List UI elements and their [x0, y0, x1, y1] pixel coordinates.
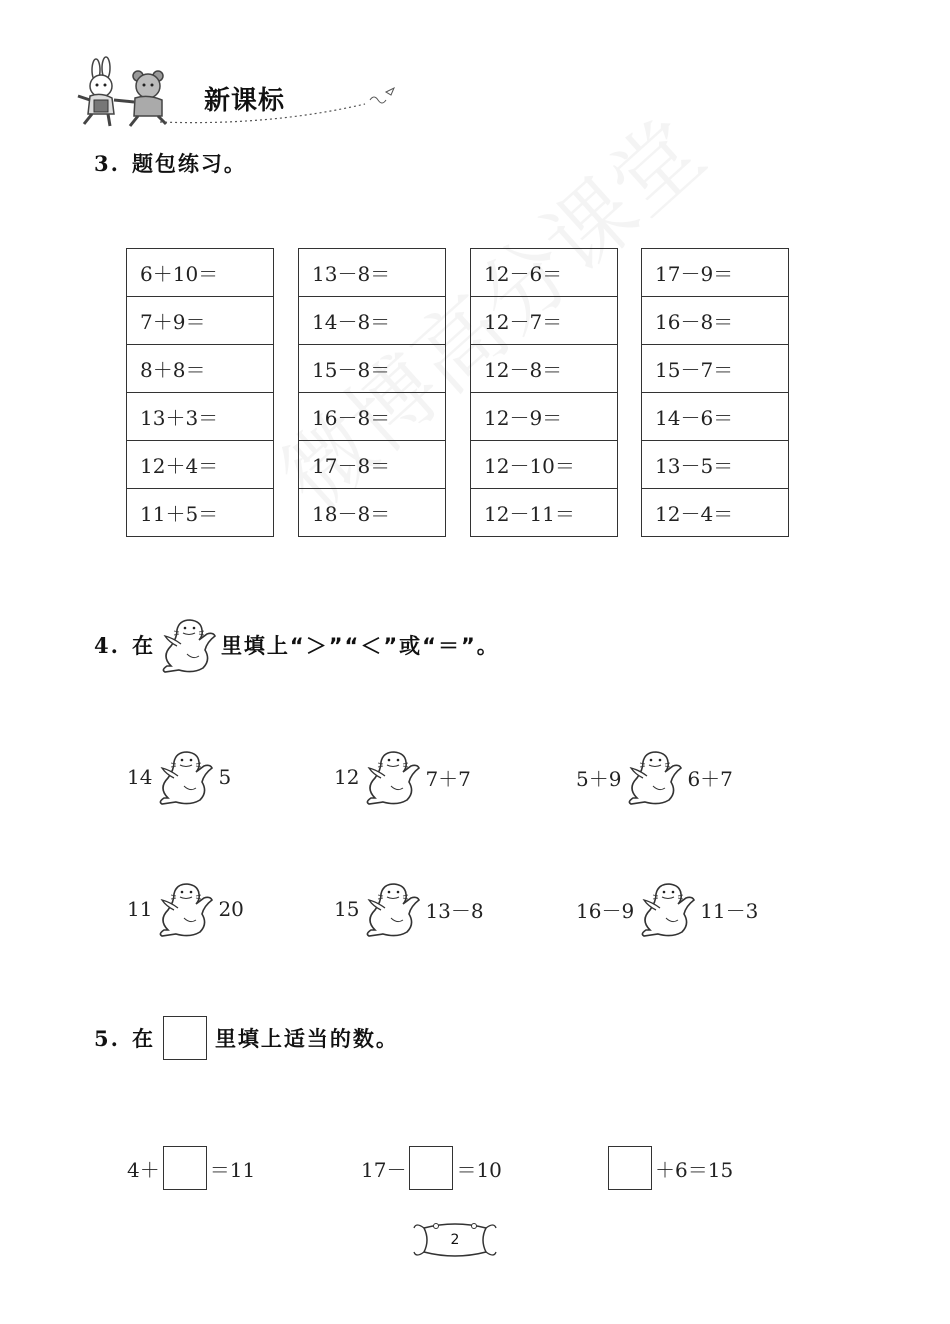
q5-after: ＋6＝15 — [655, 1157, 734, 1182]
header-title: 新课标 — [204, 86, 286, 116]
q4-item — [127, 748, 231, 806]
q4-right-expr: 13－8 — [425, 898, 484, 923]
q3-column-4 — [641, 248, 789, 537]
q3-cell[interactable]: 12－4＝ — [642, 489, 789, 537]
q3-cell[interactable]: 12－11＝ — [471, 489, 618, 537]
q4-left-expr: 15 — [334, 897, 360, 921]
seal-icon — [157, 616, 219, 674]
q4-left-expr: 5＋9 — [576, 766, 622, 791]
q3-cell[interactable]: 6＋10＝ — [127, 249, 274, 297]
q3-heading — [94, 148, 247, 178]
q3-cell[interactable]: 17－8＝ — [299, 441, 446, 489]
q4-item — [127, 880, 244, 938]
q5-item — [361, 1146, 502, 1190]
seal-icon[interactable] — [361, 880, 423, 938]
q4-item — [576, 880, 758, 938]
q4-heading — [94, 616, 500, 674]
q3-cell[interactable]: 13＋3＝ — [127, 393, 274, 441]
q3-title: 题包练习。 — [131, 152, 247, 176]
q5-item — [127, 1146, 255, 1190]
q3-cell[interactable]: 12－8＝ — [471, 345, 618, 393]
q3-column-3 — [470, 248, 618, 537]
q4-suffix: 里填上“＞”“＜”或“＝”。 — [220, 634, 500, 658]
q5-heading — [94, 1016, 399, 1060]
answer-box-icon — [163, 1016, 207, 1060]
q3-cell[interactable]: 18－8＝ — [299, 489, 446, 537]
q3-cell[interactable]: 12＋4＝ — [127, 441, 274, 489]
q3-cell[interactable]: 13－5＝ — [642, 441, 789, 489]
q4-left-expr: 14 — [127, 765, 153, 789]
q4-right-expr: 6＋7 — [687, 766, 733, 791]
q4-item — [334, 748, 471, 806]
answer-box[interactable] — [163, 1146, 207, 1190]
q4-left-expr: 11 — [127, 897, 153, 921]
seal-icon[interactable] — [154, 748, 216, 806]
seal-icon[interactable] — [623, 748, 685, 806]
q4-right-expr: 11－3 — [700, 898, 759, 923]
q3-cell[interactable]: 7＋9＝ — [127, 297, 274, 345]
q4-left-expr: 16－9 — [576, 898, 635, 923]
q5-prefix: 在 — [131, 1027, 155, 1051]
answer-box[interactable] — [608, 1146, 652, 1190]
q3-cell[interactable]: 12－9＝ — [471, 393, 618, 441]
q3-cell[interactable]: 12－10＝ — [471, 441, 618, 489]
q5-before: 4＋ — [127, 1157, 160, 1182]
q4-number: 4. — [94, 632, 120, 658]
q5-suffix: 里填上适当的数。 — [214, 1027, 399, 1051]
seal-icon[interactable] — [636, 880, 698, 938]
answer-box[interactable] — [409, 1146, 453, 1190]
q3-number: 3. — [94, 150, 120, 176]
q3-column-1 — [126, 248, 274, 537]
q4-item — [334, 880, 484, 938]
q3-cell[interactable]: 15－7＝ — [642, 345, 789, 393]
q3-cell[interactable]: 15－8＝ — [299, 345, 446, 393]
page-number: 2 — [450, 1232, 460, 1248]
q3-cell[interactable]: 16－8＝ — [642, 297, 789, 345]
q3-cell[interactable]: 12－7＝ — [471, 297, 618, 345]
q3-cell[interactable]: 13－8＝ — [299, 249, 446, 297]
q3-cell[interactable]: 14－6＝ — [642, 393, 789, 441]
q3-cell[interactable]: 11＋5＝ — [127, 489, 274, 537]
q3-cell[interactable]: 17－9＝ — [642, 249, 789, 297]
q4-left-expr: 12 — [334, 765, 360, 789]
q5-number: 5. — [94, 1025, 120, 1051]
seal-icon[interactable] — [361, 748, 423, 806]
q5-before: 17－ — [361, 1157, 407, 1182]
q4-item — [576, 748, 733, 806]
q3-cell[interactable]: 12－6＝ — [471, 249, 618, 297]
q5-after: ＝11 — [209, 1157, 256, 1182]
q3-cell[interactable]: 14－8＝ — [299, 297, 446, 345]
q4-right-expr: 7＋7 — [425, 766, 471, 791]
seal-icon[interactable] — [154, 880, 216, 938]
q5-item — [605, 1146, 733, 1190]
q5-after: ＝10 — [456, 1157, 502, 1182]
q3-cell[interactable]: 8＋8＝ — [127, 345, 274, 393]
q4-prefix: 在 — [131, 634, 155, 658]
q4-right-expr: 20 — [218, 897, 244, 921]
q4-right-expr: 5 — [218, 765, 232, 789]
q3-column-2 — [298, 248, 446, 537]
q3-cell[interactable]: 16－8＝ — [299, 393, 446, 441]
